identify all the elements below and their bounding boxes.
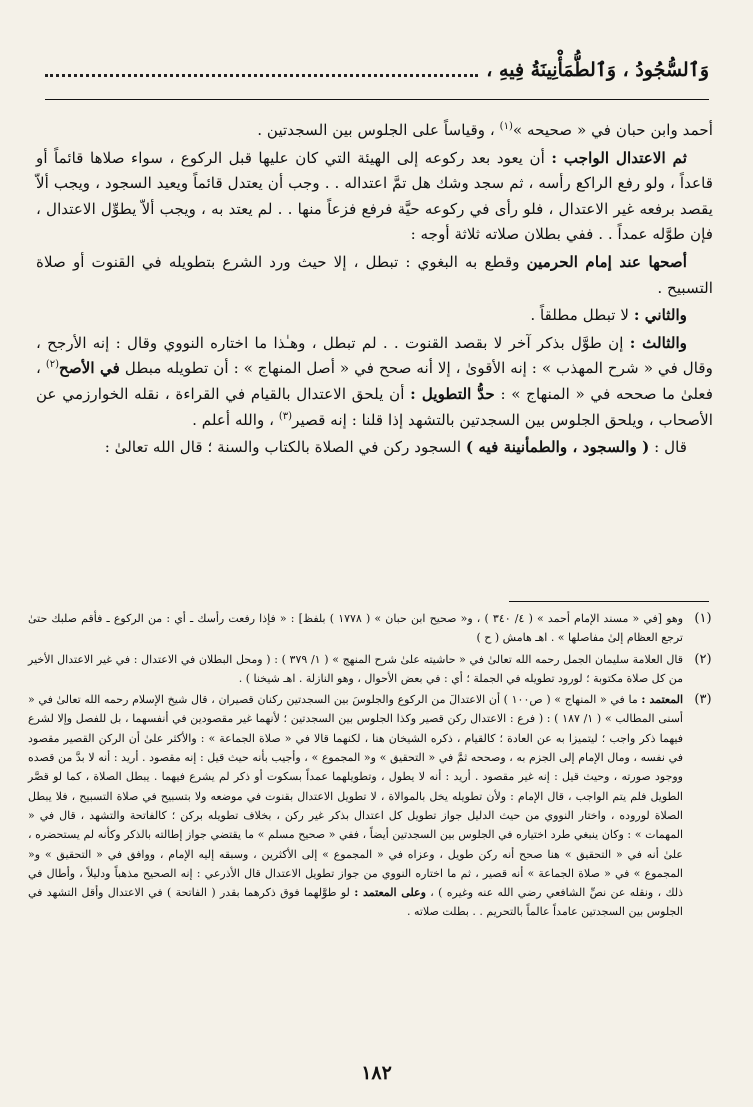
p3-lead: أصحها عند إمام الحرمين <box>526 252 687 271</box>
running-head-title: وَٱلسُّجُودُ ، وَٱلطُّمَأْنِينَةُ فِيهِ ، <box>486 59 709 81</box>
p1-text: أحمد وابن حبان في « صحيحه » <box>512 121 713 139</box>
footnote-number: (٢) <box>694 651 712 667</box>
footnote-number: (٣) <box>694 692 712 708</box>
p5-lead3: حدُّ التطويل : <box>410 384 495 403</box>
p6-lead: ( والسجود ، والطمأنينة فيه ) <box>465 438 650 457</box>
p1-rest: ، وقياساً على الجلوس بين السجدتين . <box>257 121 495 139</box>
p6-text-b: السجود ركن في الصلاة بالكتاب والسنة ؛ قال الله تعالىٰ : <box>104 438 462 457</box>
paragraph-2 <box>36 146 713 248</box>
running-head <box>45 52 709 88</box>
footnote-text-container <box>28 690 683 922</box>
paragraph-6 <box>36 435 713 461</box>
footnote-1 <box>28 609 723 648</box>
footnotes <box>28 609 723 924</box>
paragraph-4 <box>36 303 713 329</box>
p5-text-d: ، والله أعلم . <box>192 410 275 429</box>
footnote-text: قال العلامة سليمان الجمل رحمه الله تعالىٰ في « حاشيته علىٰ شرح المنهج » ( ١/ ٣٧٩ ) : ( ومحل البطلان في الاعتدال : في غير الاعتدال الأخير من كل صلاة مكتوبة ؛ لورود تطويله في الجملة ؛ أي : في بعض الأحوال ، وهو النازلة . اهـ شيخنا ) . <box>28 652 683 685</box>
p6-text-a: قال : <box>654 438 687 457</box>
footnote-text-2: لو طوَّلهما فوق ذكرهما بقدر ( الفاتحة ) في الاعتدال وأقل التشهد في الجلوس بين السجدتين عامداً عالماً بالتحريم . . بطلت صلاته . <box>28 886 683 919</box>
p5-lead: والثالث : <box>629 333 688 352</box>
main-text <box>36 118 713 463</box>
footnote-lead: المعتمد : <box>641 693 683 707</box>
page-number: ١٨٢ <box>361 1062 392 1084</box>
footnote-lead-2: وعلى المعتمد : <box>354 886 426 900</box>
footnote-number: (١) <box>694 611 712 626</box>
running-head-dots <box>45 74 478 77</box>
paragraph-5 <box>36 331 713 433</box>
p3-text: وقطع به البغوي : تبطل ، إلا حيث ورد الشرع بتطويله في القنوت أو صلاة التسبيح . <box>36 252 713 297</box>
footnote-3 <box>28 690 723 922</box>
p5-text-b: ، فعلىٰ ما صححه في « المنهاج » : <box>36 359 713 403</box>
footnote-2 <box>28 650 723 689</box>
footnote-text: ما في « المنهاج » ( ص١٠٠ ) أن الاعتدالَ من الركوع والجلوسَ بين السجدتين ركنان قصيران ، قال شيخ الإسلام رحمه الله تعالىٰ في « أسنى المطالب » ( ١/ ١٨٧ ) : ( فرع : الاعتدال ركن قصير وكذا الجلوس بين السجدتين ؛ لأنهما غير مقصودين في أنفسهما ، بل للفصل وإلا لشرع فيهما ذكر واجب ؛ ليتميزا به عن العادة ؛ كالقيام ، ذكره الشيخان هنا ، لكنهما قالا في « صلاة الجماعة » : والأكثر علىٰ أن الركن القصير مقصود في نفسه ، ومال الإمام إلى الجزم به ، وصححه ثمَّ في « التحقيق » و« المجموع » ، وأجيب بأنه حيث قيل : إنه مقصود . أريد : أنه لا بدَّ من قصده ووجود صورته ، وحيث قيل : إنه غير مقصود . أريد : أنه لا يطول ، وتطويلهما عمداً بسكوت أو ذكر لم يشرع فيهما . يبطل الصلاة ، كما لو قصَّر الطويل فلم يتم الواجب ، قال الإمام : ولأن تطويله يخل بالموالاة ، لا تطويل الاعتدال بقنوت في موضعه ولا بتسبيح في صلاة التسبيح ، فلا يبطل الصلاة لوروده ، واختار النووي من حيث الدليل جواز تطويل كل اعتدال بذكر غير ركن ، بخلاف تطويله بركن ؛ كالفاتحة والتشهد ، قال في « المهمات » : وكان ينبغي طرد اختياره في الجلوس بين السجدتين أيضاً ، ففي « صحيح مسلم » ما يقتضي جواز إطالته بالذكر وكأنه لم يستحضره ، علىٰ أنه في « التحقيق » هنا صحح أنه ركن طويل ، وعزاه في « المجموع » إلى الأكثرين ، وسبقه إليه الإمام ، ووافق في « التحقيق » و« المجموع » في « صلاة الجماعة » أنه قصير ، ثم ما اختاره النووي من جواز تطويل الاعتدال قال الأذرعي : إنه الصحيح مذهباً ودليلاً ، وأطال في ذلك ، ونقله عن نصِّ الشافعي رضي الله عنه وغيره ) ، <box>28 693 684 900</box>
p4-lead: والثاني : <box>633 306 687 325</box>
footnote-ref-2[interactable]: (٢) <box>45 359 60 371</box>
header-rule <box>45 99 709 100</box>
p2-text: أن يعود بعد ركوعه إلى الهيئة التي كان عليها قبل الركوع ، سواء صلاها قائماً أو قاعداً ، ولو رفع الراكع رأسه ، ثم سجد وشك هل تمَّ اعتداله . . وجب أن يعتدل قائماً ويعيد السجود ، ويجب ألاّ يقصد برفعه غير الاعتدال ، فلو رأى في ركوعه حيَّة فرفع فزعاً منها . . لم يعتد به ، ويجب ألاّ يطوِّل الاعتدال ، فإن طوَّله عمداً . . ففي بطلان صلاته ثلاثة أوجه : <box>36 148 713 244</box>
paragraph-3 <box>36 250 713 301</box>
footnote-text: وهو [في « مسند الإمام أحمد » ( ٤/ ٣٤٠ ) ، و« صحيح ابن حبان » ( ١٧٧٨ ) بلفظ] : « فإذا رفعت رأسك ـ أي : من الركوع ـ فأقم صلبك حتىٰ ترجع العظام إلىٰ مفاصلها » . اهـ هامش ( ح ) <box>28 612 684 645</box>
footnote-ref-3[interactable]: (٣) <box>278 410 293 422</box>
p5-text-a: إن طوَّل بذكر آخر لا بقصد القنوت . . لم تبطل ، وهـٰذا ما اختاره النووي وقال : إنه الأرجح ، وقال في « شرح المهذب » : إنه الأقوىٰ ، إلا أنه صحح في « أصل المنهاج » : أن تطويله مبطل <box>36 333 714 378</box>
paragraph-1 <box>36 118 713 144</box>
p2-lead: ثم الاعتدال الواجب : <box>551 148 687 167</box>
footnote-rule <box>509 601 709 602</box>
p4-text: لا تبطل مطلقاً . <box>530 306 629 325</box>
p5-lead2: في الأصح <box>59 359 120 378</box>
p5-text-c: أن يلحق الاعتدال بالقيام في القراءة ، نقله الخوارزمي عن الأصحاب ، ويلحق الجلوس بين السجدتين بالتشهد إذا قلنا : إنه قصير <box>36 384 713 429</box>
footnote-ref-1[interactable]: (١) <box>499 120 513 132</box>
